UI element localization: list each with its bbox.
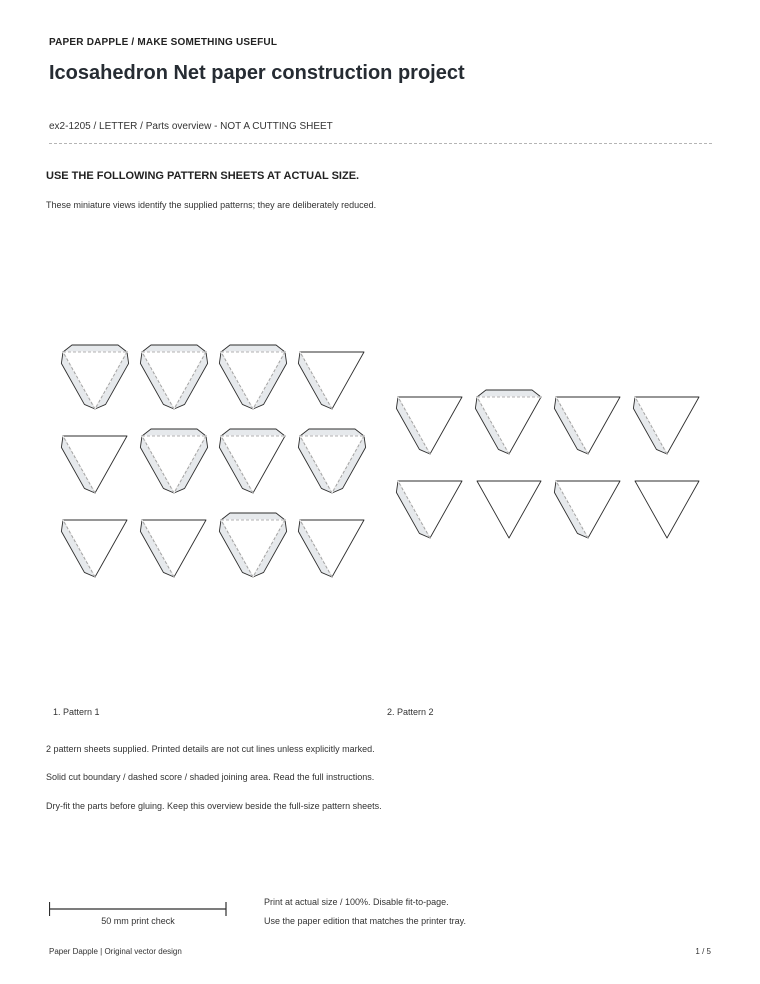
triangle-piece <box>554 481 620 538</box>
triangle-piece <box>396 397 462 454</box>
page-number: 1 / 5 <box>695 947 711 956</box>
note-sheets: 2 pattern sheets supplied. Printed details are not cut lines unless explicitly marked. <box>46 744 375 754</box>
triangle-piece <box>140 429 207 493</box>
triangle-piece <box>554 397 620 454</box>
triangle-piece <box>140 345 207 409</box>
triangle-piece <box>140 520 206 577</box>
triangle-piece <box>298 352 364 409</box>
triangle-piece <box>298 429 365 493</box>
triangle-piece <box>475 390 541 454</box>
print-instruction: Print at actual size / 100%. Disable fit-to-page. <box>264 897 449 907</box>
triangle-piece <box>219 513 286 577</box>
intro-text: These miniature views identify the supplied patterns; they are deliberately reduced. <box>46 200 377 210</box>
triangle-piece <box>61 345 128 409</box>
paper-instruction: Use the paper edition that matches the printer tray. <box>264 916 466 926</box>
triangle-piece <box>219 429 285 493</box>
triangle-piece <box>61 520 127 577</box>
triangle-piece <box>61 436 127 493</box>
triangle-piece <box>219 345 286 409</box>
document-meta: ex2-1205 / LETTER / Parts overview - NOT A CUTTING SHEET <box>49 121 333 132</box>
triangle-piece <box>477 481 541 538</box>
triangle-piece <box>633 397 699 454</box>
page-title: Icosahedron Net paper construction project <box>49 62 465 84</box>
pattern-1-caption: 1. Pattern 1 <box>53 707 100 717</box>
section-heading: USE THE FOLLOWING PATTERN SHEETS AT ACTUAL SIZE. <box>46 170 360 182</box>
brand-line: PAPER DAPPLE / MAKE SOMETHING USEFUL <box>49 37 278 48</box>
pattern-2-thumbnail <box>396 390 699 538</box>
triangle-piece <box>635 481 699 538</box>
note-dry-fit: Dry-fit the parts before gluing. Keep this overview beside the full-size pattern sheets. <box>46 801 382 811</box>
scale-bar <box>49 902 229 916</box>
pattern-2-caption: 2. Pattern 2 <box>387 707 434 717</box>
footer-credit: Paper Dapple | Original vector design <box>49 947 182 956</box>
triangle-piece <box>298 520 364 577</box>
triangle-piece <box>396 481 462 538</box>
scale-bar-label: 50 mm print check <box>101 916 175 926</box>
note-legend: Solid cut boundary / dashed score / shaded joining area. Read the full instructions. <box>46 772 375 782</box>
pattern-1-thumbnail <box>61 345 365 577</box>
